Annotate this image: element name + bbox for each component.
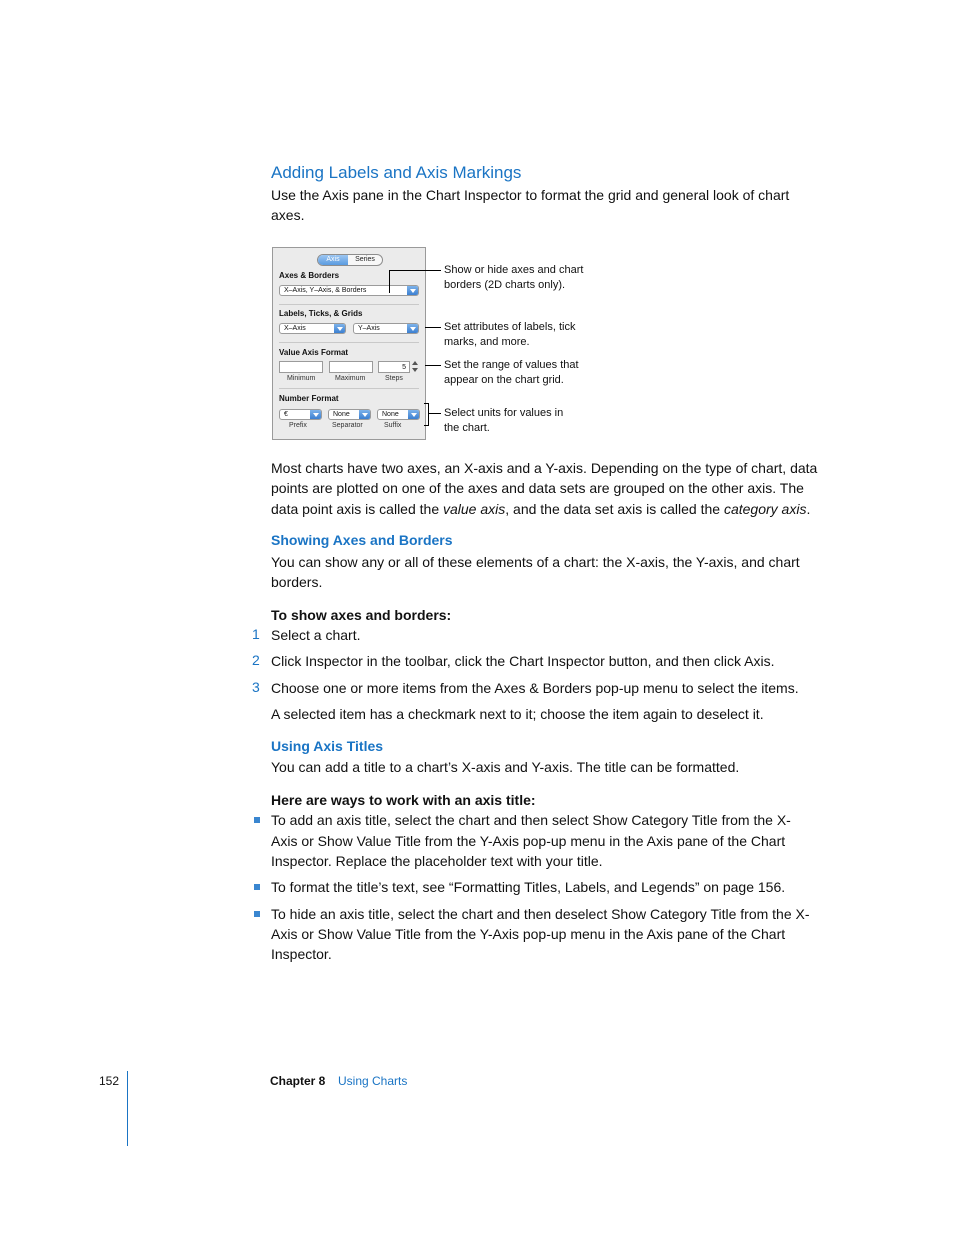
subsection-title-showing-axes: Showing Axes and Borders xyxy=(271,532,453,548)
callout-leader xyxy=(389,270,441,271)
separator-popup[interactable] xyxy=(328,409,371,420)
step-text: Select a chart. xyxy=(271,627,361,643)
axes-borders-label: Axes & Borders xyxy=(279,271,340,280)
chevron-down-icon xyxy=(310,410,321,419)
section-title: Adding Labels and Axis Markings xyxy=(271,163,522,182)
footer-chapter-title: Using Charts xyxy=(338,1074,408,1088)
callout-leader xyxy=(425,365,441,366)
bullet-line: To add an axis title, select the chart and then select Show Category Title from the X- xyxy=(271,812,791,828)
axes-borders-value: X–Axis, Y–Axis, & Borders xyxy=(284,287,367,294)
para1-line-2: points are plotted on one of the axes and data sets are grouped on the other axis. The xyxy=(271,480,804,496)
callout-text: appear on the chart grid. xyxy=(444,374,564,386)
term-value-axis: value axis xyxy=(443,501,506,517)
suffix-label: Suffix xyxy=(384,422,402,429)
bullet-icon xyxy=(254,911,260,917)
callout-leader xyxy=(429,413,441,414)
callout-leader xyxy=(425,327,441,328)
step-number: 3 xyxy=(252,679,260,695)
divider xyxy=(279,304,419,305)
inspector-tab-control xyxy=(317,254,383,266)
tab-axis[interactable]: Axis xyxy=(318,255,348,265)
step-number: 1 xyxy=(252,626,260,642)
bullet-line: Axis or Show Value Title from the Y-Axis pop-up menu in the Axis pane of the Chart xyxy=(271,833,786,849)
bullet-line: Axis or Show Value Title from the Y-Axis pop-up menu in the Axis pane of the Chart xyxy=(271,926,786,942)
intro-line-1: Use the Axis pane in the Chart Inspector to format the grid and general look of chart xyxy=(271,187,790,203)
minimum-field[interactable] xyxy=(279,361,323,373)
divider xyxy=(279,388,419,389)
tab-series[interactable]: Series xyxy=(355,256,375,263)
callout-text: Set the range of values that xyxy=(444,359,579,371)
y-axis-popup[interactable] xyxy=(353,323,419,334)
callout-text: the chart. xyxy=(444,422,490,434)
bullet-icon xyxy=(254,817,260,823)
text: data point axis is called the xyxy=(271,501,443,517)
labels-ticks-grids-label: Labels, Ticks, & Grids xyxy=(279,309,363,318)
task-heading: Here are ways to work with an axis title: xyxy=(271,792,536,808)
chevron-down-icon xyxy=(407,286,418,295)
y-axis-popup-value: Y–Axis xyxy=(358,325,380,332)
chevron-down-icon xyxy=(407,324,418,333)
suffix-value: None xyxy=(382,411,399,418)
chevron-down-icon xyxy=(334,324,345,333)
stepper-down-icon[interactable] xyxy=(412,368,418,372)
bullet-line: To format the title’s text, see “Formatting Titles, Labels, and Legends” on page 156. xyxy=(271,879,786,895)
x-axis-popup-value: X–Axis xyxy=(284,325,306,332)
callout-text: borders (2D charts only). xyxy=(444,279,566,291)
value-axis-format-label: Value Axis Format xyxy=(279,348,349,357)
callout-axes-borders xyxy=(444,263,583,293)
maximum-field[interactable] xyxy=(329,361,373,373)
stepper-up-icon[interactable] xyxy=(412,361,418,365)
titles-line-1: You can add a title to a chart’s X-axis and Y-axis. The title can be formatted. xyxy=(271,759,740,775)
chevron-down-icon xyxy=(408,410,419,419)
bullet-line: Inspector. Replace the placeholder text with your title. xyxy=(271,853,603,869)
prefix-label: Prefix xyxy=(289,422,307,429)
callout-text: Show or hide axes and chart xyxy=(444,264,584,276)
x-axis-popup[interactable] xyxy=(279,323,346,334)
showing-line-2: borders. xyxy=(271,574,323,590)
maximum-label: Maximum xyxy=(335,375,366,382)
prefix-value: € xyxy=(284,411,288,418)
chevron-down-icon xyxy=(359,410,370,419)
number-format-label: Number Format xyxy=(279,394,339,403)
callout-text: Select units for values in xyxy=(444,407,564,419)
text: , and the data set axis is called the xyxy=(505,501,724,517)
bullet-line: Inspector. xyxy=(271,946,332,962)
callout-bracket xyxy=(424,425,429,426)
callout-text: Set attributes of labels, tick xyxy=(444,321,576,333)
bullet-icon xyxy=(254,884,260,890)
bullet-line: To hide an axis title, select the chart and then deselect Show Category Title from the X- xyxy=(271,906,810,922)
text: . xyxy=(806,501,811,517)
subsection-title-axis-titles: Using Axis Titles xyxy=(271,738,384,754)
chart-inspector-axis-pane xyxy=(272,247,426,440)
callout-value-range xyxy=(444,358,579,388)
steps-field[interactable]: 5 xyxy=(378,361,410,373)
callout-bracket xyxy=(428,403,429,425)
callout-units xyxy=(444,406,563,436)
footer-rule xyxy=(127,1071,128,1146)
separator-value: None xyxy=(333,411,350,418)
step-note: A selected item has a checkmark next to it; choose the item again to deselect it. xyxy=(271,706,764,722)
para1-line-3 xyxy=(271,499,810,520)
showing-line-1: You can show any or all of these elements of a chart: the X-axis, the Y-axis, and chart xyxy=(271,554,800,570)
minimum-label: Minimum xyxy=(287,375,316,382)
callout-text: marks, and more. xyxy=(444,336,530,348)
separator-label: Separator xyxy=(332,422,363,429)
suffix-popup[interactable] xyxy=(377,409,420,420)
axes-borders-popup[interactable] xyxy=(279,285,419,296)
divider xyxy=(279,342,419,343)
footer-chapter: Chapter 8 xyxy=(270,1074,326,1088)
task-heading: To show axes and borders: xyxy=(271,607,452,623)
page-number: 152 xyxy=(99,1074,120,1088)
callout-labels xyxy=(444,320,575,350)
para1-line-1: Most charts have two axes, an X-axis and a Y-axis. Depending on the type of chart, data xyxy=(271,460,818,476)
prefix-popup[interactable] xyxy=(279,409,322,420)
steps-stepper[interactable] xyxy=(412,360,418,374)
step-number: 2 xyxy=(252,652,260,668)
callout-leader xyxy=(389,270,390,293)
step-text: Click Inspector in the toolbar, click the Chart Inspector button, and then click Axis. xyxy=(271,653,775,669)
steps-label: Steps xyxy=(385,375,403,382)
term-category-axis: category axis xyxy=(723,501,807,517)
intro-line-2: axes. xyxy=(271,207,305,223)
step-text: Choose one or more items from the Axes & Borders pop-up menu to select the items. xyxy=(271,680,799,696)
